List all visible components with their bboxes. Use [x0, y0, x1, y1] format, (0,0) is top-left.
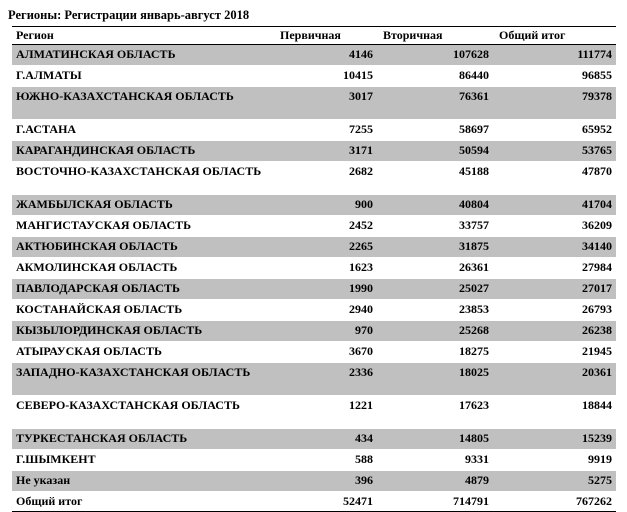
cell-region: ЮЖНО-КАЗАХСТАНСКАЯ ОБЛАСТЬ	[12, 87, 274, 120]
header-primary: Первичная	[274, 27, 377, 45]
footer-region: Общий итог	[12, 492, 274, 512]
footer-primary: 52471	[274, 492, 377, 512]
cell-primary: 2682	[274, 162, 377, 195]
cell-total: 41704	[493, 195, 616, 216]
footer-secondary: 714791	[377, 492, 493, 512]
table-row	[12, 471, 616, 492]
table-row	[12, 195, 616, 216]
cell-total: 26793	[493, 300, 616, 321]
table-row	[12, 279, 616, 300]
report-title: Регионы: Регистрации январь-август 2018	[8, 8, 250, 22]
cell-region: АКТЮБИНСКАЯ ОБЛАСТЬ	[12, 237, 274, 258]
cell-primary: 3670	[274, 342, 377, 363]
table-row	[12, 162, 616, 195]
cell-total: 20361	[493, 363, 616, 396]
cell-total: 47870	[493, 162, 616, 195]
cell-secondary: 25268	[377, 321, 493, 342]
cell-total: 79378	[493, 87, 616, 120]
table-row	[12, 450, 616, 471]
table-row	[12, 87, 616, 120]
table-row	[12, 141, 616, 162]
cell-secondary: 14805	[377, 429, 493, 450]
cell-total: 26238	[493, 321, 616, 342]
cell-secondary: 107628	[377, 45, 493, 66]
cell-region: ЗАПАДНО-КАЗАХСТАНСКАЯ ОБЛАСТЬ	[12, 363, 274, 396]
table-header-row	[12, 27, 616, 45]
cell-secondary: 23853	[377, 300, 493, 321]
table-row	[12, 237, 616, 258]
cell-secondary: 26361	[377, 258, 493, 279]
cell-primary: 1990	[274, 279, 377, 300]
cell-total: 53765	[493, 141, 616, 162]
table-footer-row	[12, 492, 616, 512]
header-total: Общий итог	[493, 27, 616, 45]
cell-region: Г.АСТАНА	[12, 120, 274, 141]
cell-total: 34140	[493, 237, 616, 258]
cell-secondary: 4879	[377, 471, 493, 492]
cell-primary: 588	[274, 450, 377, 471]
cell-secondary: 50594	[377, 141, 493, 162]
cell-primary: 2452	[274, 216, 377, 237]
cell-secondary: 18025	[377, 363, 493, 396]
cell-total: 27017	[493, 279, 616, 300]
table-row	[12, 120, 616, 141]
registrations-table	[12, 26, 616, 512]
cell-total: 5275	[493, 471, 616, 492]
cell-region: ТУРКЕСТАНСКАЯ ОБЛАСТЬ	[12, 429, 274, 450]
cell-secondary: 76361	[377, 87, 493, 120]
table-row	[12, 321, 616, 342]
cell-secondary: 17623	[377, 396, 493, 429]
cell-region: ПАВЛОДАРСКАЯ ОБЛАСТЬ	[12, 279, 274, 300]
table-row	[12, 216, 616, 237]
cell-secondary: 86440	[377, 66, 493, 87]
cell-total: 27984	[493, 258, 616, 279]
table-row	[12, 429, 616, 450]
cell-region: Не указан	[12, 471, 274, 492]
cell-region: АКМОЛИНСКАЯ ОБЛАСТЬ	[12, 258, 274, 279]
cell-total: 65952	[493, 120, 616, 141]
table-row	[12, 66, 616, 87]
header-region: Регион	[12, 27, 274, 45]
cell-region: АТЫРАУСКАЯ ОБЛАСТЬ	[12, 342, 274, 363]
table-row	[12, 300, 616, 321]
table-row	[12, 396, 616, 429]
cell-total: 15239	[493, 429, 616, 450]
cell-region: СЕВЕРО-КАЗАХСТАНСКАЯ ОБЛАСТЬ	[12, 396, 274, 429]
cell-primary: 4146	[274, 45, 377, 66]
cell-primary: 2336	[274, 363, 377, 396]
cell-primary: 3171	[274, 141, 377, 162]
cell-primary: 970	[274, 321, 377, 342]
cell-primary: 7255	[274, 120, 377, 141]
cell-primary: 10415	[274, 66, 377, 87]
cell-primary: 1623	[274, 258, 377, 279]
cell-total: 9919	[493, 450, 616, 471]
cell-secondary: 40804	[377, 195, 493, 216]
footer-total: 767262	[493, 492, 616, 512]
table-row	[12, 363, 616, 396]
table-row	[12, 45, 616, 66]
cell-total: 21945	[493, 342, 616, 363]
cell-primary: 1221	[274, 396, 377, 429]
cell-region: КАРАГАНДИНСКАЯ ОБЛАСТЬ	[12, 141, 274, 162]
cell-primary: 900	[274, 195, 377, 216]
cell-region: Г.АЛМАТЫ	[12, 66, 274, 87]
cell-secondary: 9331	[377, 450, 493, 471]
cell-total: 36209	[493, 216, 616, 237]
cell-primary: 3017	[274, 87, 377, 120]
cell-region: МАНГИСТАУСКАЯ ОБЛАСТЬ	[12, 216, 274, 237]
cell-secondary: 58697	[377, 120, 493, 141]
cell-secondary: 18275	[377, 342, 493, 363]
cell-region: КЫЗЫЛОРДИНСКАЯ ОБЛАСТЬ	[12, 321, 274, 342]
cell-region: КОСТАНАЙСКАЯ ОБЛАСТЬ	[12, 300, 274, 321]
cell-region: АЛМАТИНСКАЯ ОБЛАСТЬ	[12, 45, 274, 66]
cell-primary: 2940	[274, 300, 377, 321]
cell-region: Г.ШЫМКЕНТ	[12, 450, 274, 471]
cell-secondary: 31875	[377, 237, 493, 258]
cell-secondary: 33757	[377, 216, 493, 237]
cell-region: ВОСТОЧНО-КАЗАХСТАНСКАЯ ОБЛАСТЬ	[12, 162, 274, 195]
cell-total: 96855	[493, 66, 616, 87]
cell-total: 18844	[493, 396, 616, 429]
cell-secondary: 45188	[377, 162, 493, 195]
cell-primary: 434	[274, 429, 377, 450]
header-secondary: Вторичная	[377, 27, 493, 45]
cell-secondary: 25027	[377, 279, 493, 300]
table-row	[12, 258, 616, 279]
cell-total: 111774	[493, 45, 616, 66]
cell-primary: 2265	[274, 237, 377, 258]
cell-region: ЖАМБЫЛСКАЯ ОБЛАСТЬ	[12, 195, 274, 216]
cell-primary: 396	[274, 471, 377, 492]
table-row	[12, 342, 616, 363]
